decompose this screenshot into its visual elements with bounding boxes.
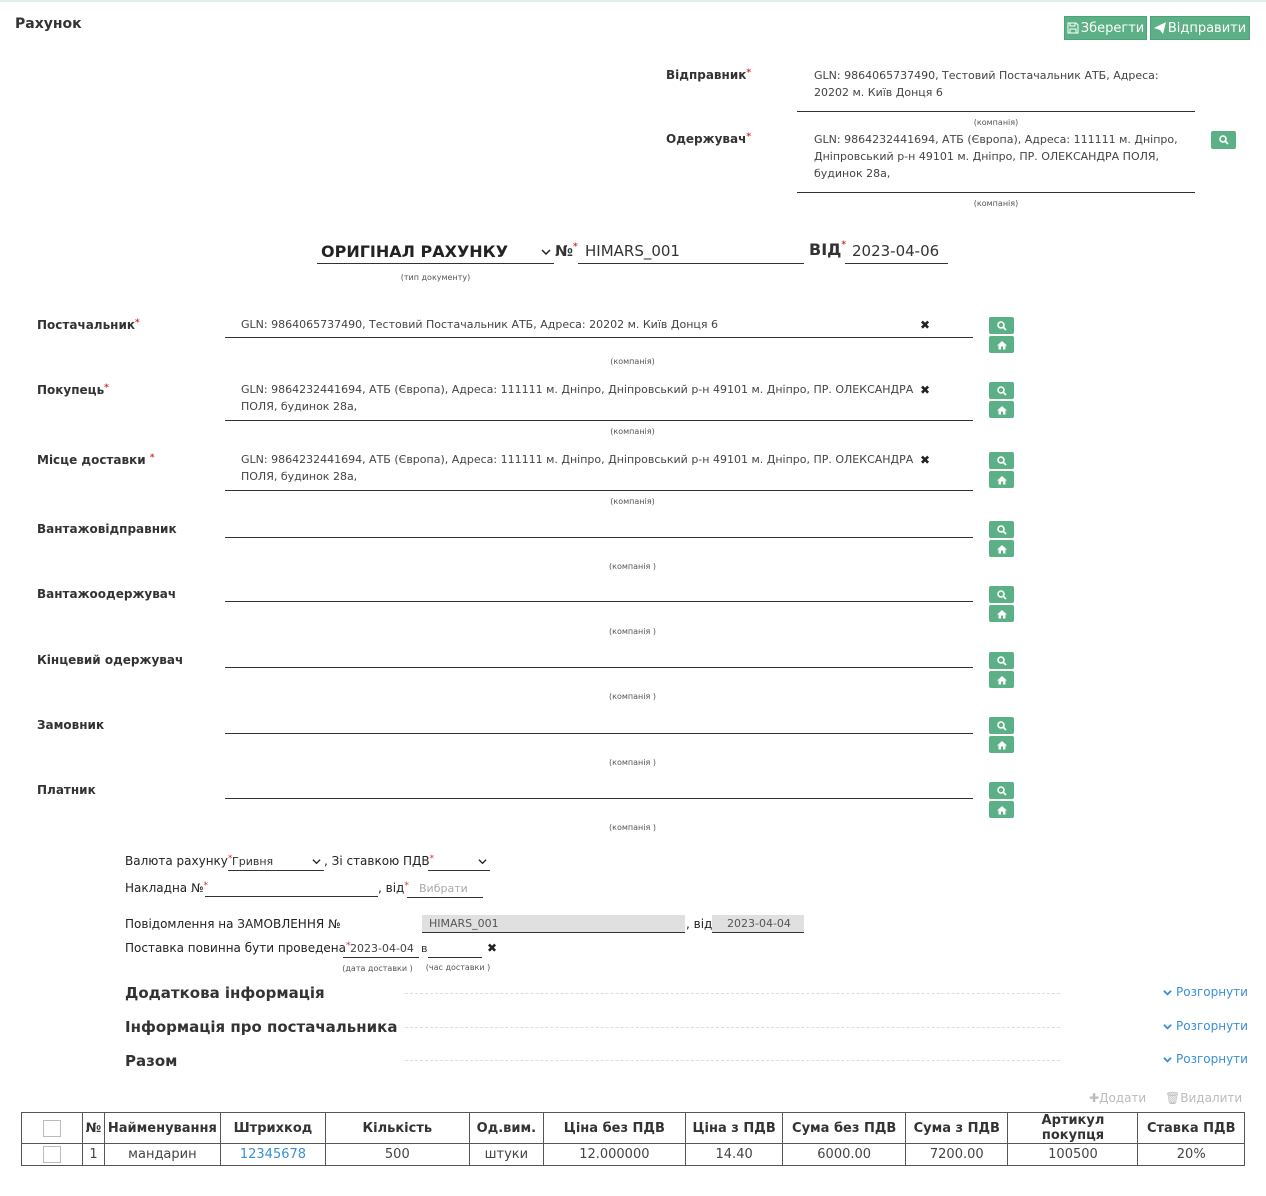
- vat-select[interactable]: [428, 852, 490, 871]
- table-cell[interactable]: 20%: [1138, 1144, 1245, 1166]
- page-title: Рахунок: [15, 16, 82, 32]
- party-7-underline: [225, 798, 973, 799]
- section-divider: [405, 1060, 1060, 1061]
- party-2-label: Місце доставки *: [37, 453, 155, 467]
- table-header-cell: Од.вим.: [470, 1113, 544, 1144]
- order-from-label: , від: [686, 917, 713, 931]
- table-cell[interactable]: 500: [325, 1144, 469, 1166]
- receiver-hint: (компанія): [973, 199, 1019, 208]
- delete-row-button[interactable]: 🗑Видалити: [1165, 1091, 1243, 1105]
- party-5-home-button[interactable]: [989, 671, 1014, 688]
- party-0-hint: (компанія): [610, 357, 655, 366]
- party-3-hint: (компанія ): [609, 562, 656, 571]
- party-4-label: Вантажоодержувач: [37, 587, 177, 601]
- expand-label: Розгорнути: [1176, 985, 1248, 999]
- delivery-date-input[interactable]: 2023-04-04: [343, 940, 419, 958]
- search-icon: [997, 456, 1007, 466]
- currency-select[interactable]: [228, 852, 324, 871]
- waybill-date-input[interactable]: Вибрати: [407, 880, 483, 898]
- doc-date-label: ВІД*: [809, 240, 847, 259]
- party-6-home-button[interactable]: [989, 736, 1014, 753]
- party-5-label: Кінцевий одержувач: [37, 653, 184, 667]
- search-icon: [997, 321, 1007, 331]
- party-1-hint: (компанія): [610, 427, 655, 436]
- waybill-from-label: , від*: [378, 881, 409, 895]
- section-supplier-info-expand[interactable]: [1163, 1019, 1248, 1033]
- table-cell[interactable]: 12345678: [221, 1144, 325, 1166]
- search-icon: [997, 786, 1007, 796]
- table-header-cell: Сума з ПДВ: [906, 1113, 1008, 1144]
- home-icon: [997, 740, 1007, 750]
- table-header-cell: Ціна без ПДВ: [543, 1113, 685, 1144]
- party-3-label: Вантажовідправник: [37, 522, 177, 536]
- party-6-search-button[interactable]: [989, 717, 1014, 734]
- party-4-hint: (компанія ): [609, 627, 656, 636]
- clear-delivery-icon[interactable]: ✖: [487, 941, 498, 955]
- table-header-cell: Кількість: [325, 1113, 469, 1144]
- party-0-search-button[interactable]: [989, 317, 1014, 334]
- floppy-icon: [1067, 22, 1079, 34]
- party-0-value[interactable]: GLN: 9864065737490, Тестовий Постачальник АТБ, Адреса: 20202 м. Київ Донця 6: [241, 318, 718, 331]
- party-0-underline: [225, 337, 973, 338]
- search-icon: [997, 590, 1007, 600]
- sender-value: GLN: 9864065737490, Тестовий Постачальник АТБ, Адреса: 20202 м. Київ Донця 6: [814, 69, 1159, 99]
- table-header-cell: №: [83, 1113, 104, 1144]
- order-number-input[interactable]: HIMARS_001: [422, 915, 685, 933]
- table-cell[interactable]: 12.000000: [543, 1144, 685, 1166]
- table-row[interactable]: [22, 1144, 1245, 1166]
- table-header-cell: Артикул покупця: [1008, 1113, 1138, 1144]
- currency-label: Валюта рахунку*: [125, 854, 233, 868]
- sender-hint: (компанія): [973, 118, 1019, 127]
- search-icon: [997, 656, 1007, 666]
- party-6-label: Замовник: [37, 718, 105, 732]
- delivery-date-hint: (дата доставки ): [342, 964, 413, 973]
- table-cell[interactable]: мандарин: [104, 1144, 221, 1166]
- party-4-home-button[interactable]: [989, 605, 1014, 622]
- clear-icon[interactable]: ✖: [920, 318, 931, 332]
- party-0-label: Постачальник*: [37, 318, 140, 332]
- party-2-home-button[interactable]: [989, 471, 1014, 488]
- waybill-input[interactable]: [205, 880, 378, 897]
- table-header-cell: Ставка ПДВ: [1138, 1113, 1245, 1144]
- receiver-search-button[interactable]: [1211, 131, 1236, 149]
- home-icon: [997, 609, 1007, 619]
- table-cell[interactable]: 1: [83, 1144, 104, 1166]
- waybill-label: Накладна №*: [125, 881, 208, 895]
- clear-icon[interactable]: ✖: [920, 453, 931, 467]
- add-row-button[interactable]: ✚Додати: [1089, 1091, 1147, 1105]
- paper-plane-icon: [1154, 22, 1166, 34]
- section-additional-info-title: Додаткова інформація: [125, 984, 325, 1002]
- table-cell[interactable]: 100500: [1008, 1144, 1138, 1166]
- receiver-label: Одержувач*: [666, 132, 752, 146]
- home-icon: [997, 544, 1007, 554]
- sender-label: Відправник*: [666, 68, 752, 82]
- top-border: [0, 0, 1266, 2]
- doc-date-input[interactable]: 2023-04-06: [845, 240, 948, 264]
- doc-number-input[interactable]: HIMARS_001: [578, 240, 804, 264]
- order-label: Повідомлення на ЗАМОВЛЕННЯ №: [125, 917, 341, 931]
- party-5-search-button[interactable]: [989, 652, 1014, 669]
- sender-underline: [797, 111, 1195, 112]
- table-cell[interactable]: штуки: [470, 1144, 544, 1166]
- party-7-home-button[interactable]: [989, 801, 1014, 818]
- party-4-search-button[interactable]: [989, 586, 1014, 603]
- clear-icon[interactable]: ✖: [920, 383, 931, 397]
- table-cell[interactable]: [22, 1144, 83, 1166]
- party-5-hint: (компанія ): [609, 692, 656, 701]
- party-1-value[interactable]: GLN: 9864232441694, АТБ (Європа), Адреса: 111111 м. Дніпро, Дніпровський р-н 49101 м. Дніпро, ПР. ОЛЕКСАНДРА ПОЛЯ, будинок 28а,: [241, 383, 914, 413]
- send-button[interactable]: [1150, 16, 1250, 40]
- table-header-cell: Сума без ПДВ: [783, 1113, 906, 1144]
- party-1-search-button[interactable]: [989, 382, 1014, 399]
- home-icon: [997, 475, 1007, 485]
- search-icon: [1219, 135, 1229, 145]
- vat-label: , Зі ставкою ПДВ*: [324, 854, 435, 868]
- table-body: [22, 1144, 1245, 1166]
- party-6-hint: (компанія ): [609, 758, 656, 767]
- order-date-input[interactable]: 2023-04-04: [712, 915, 804, 933]
- section-divider: [405, 1027, 1060, 1028]
- section-total-title: Разом: [125, 1052, 178, 1070]
- save-label: Зберегти: [1080, 20, 1145, 36]
- party-2-hint: (компанія): [610, 497, 655, 506]
- home-icon: [997, 805, 1007, 815]
- doc-type-hint: (тип документу): [400, 273, 471, 282]
- send-label: Відправити: [1167, 20, 1247, 36]
- doc-number-label: №*: [555, 242, 578, 260]
- chevron-down-icon: [478, 857, 487, 866]
- party-5-underline: [225, 667, 973, 668]
- section-divider: [405, 993, 1060, 994]
- home-icon: [997, 675, 1007, 685]
- party-2-value[interactable]: GLN: 9864232441694, АТБ (Європа), Адреса: 111111 м. Дніпро, Дніпровський р-н 49101 м. Дніпро, ПР. ОЛЕКСАНДРА ПОЛЯ, будинок 28а,: [241, 453, 914, 483]
- chevron-down-icon: [312, 857, 321, 866]
- delivery-time-input[interactable]: [428, 940, 482, 958]
- select-all-checkbox[interactable]: [43, 1120, 61, 1137]
- party-3-home-button[interactable]: [989, 540, 1014, 557]
- chevron-down-icon: [1163, 1022, 1172, 1031]
- party-2-underline: [225, 490, 973, 491]
- expand-label: Розгорнути: [1176, 1052, 1248, 1066]
- party-7-hint: (компанія ): [609, 823, 656, 832]
- party-3-underline: [225, 537, 973, 538]
- doc-type-select[interactable]: [317, 240, 554, 264]
- chevron-down-icon: [1163, 1055, 1172, 1064]
- party-7-search-button[interactable]: [989, 782, 1014, 799]
- party-3-search-button[interactable]: [989, 521, 1014, 538]
- delivery-at-label: в: [421, 942, 428, 955]
- receiver-underline: [797, 192, 1195, 193]
- doc-type-value: ОРИГІНАЛ РАХУНКУ: [321, 242, 509, 261]
- table-cell[interactable]: 14.40: [686, 1144, 783, 1166]
- search-icon: [997, 386, 1007, 396]
- party-4-underline: [225, 601, 973, 602]
- home-icon: [997, 340, 1007, 350]
- delivery-time-hint: (час доставки ): [425, 963, 491, 972]
- table-header-row: [22, 1113, 1245, 1144]
- search-icon: [997, 525, 1007, 535]
- currency-value: Гривня: [232, 854, 274, 868]
- party-6-underline: [225, 733, 973, 734]
- table-header-cell: Найменування: [104, 1113, 221, 1144]
- party-1-label: Покупець*: [37, 383, 109, 397]
- party-2-search-button[interactable]: [989, 452, 1014, 469]
- row-checkbox[interactable]: [43, 1146, 61, 1163]
- section-total-expand[interactable]: [1163, 1052, 1248, 1066]
- party-1-home-button[interactable]: [989, 401, 1014, 418]
- delivery-label: Поставка повинна бути проведена*: [125, 941, 351, 955]
- party-0-home-button[interactable]: [989, 336, 1014, 353]
- table-cell[interactable]: 7200.00: [906, 1144, 1008, 1166]
- table-header-cell[interactable]: [22, 1113, 83, 1144]
- section-supplier-info-title: Інформація про постачальника: [125, 1018, 398, 1036]
- expand-label: Розгорнути: [1176, 1019, 1248, 1033]
- table-header-cell: Ціна з ПДВ: [686, 1113, 783, 1144]
- save-button[interactable]: [1064, 16, 1147, 40]
- table-header-cell: Штрихкод: [221, 1113, 325, 1144]
- search-icon: [997, 721, 1007, 731]
- items-table: [21, 1112, 1245, 1166]
- party-1-underline: [225, 420, 973, 421]
- table-cell[interactable]: 6000.00: [783, 1144, 906, 1166]
- section-additional-info-expand[interactable]: [1163, 985, 1248, 999]
- chevron-down-icon: [541, 247, 551, 257]
- home-icon: [997, 405, 1007, 415]
- receiver-value[interactable]: GLN: 9864232441694, АТБ (Європа), Адреса: 111111 м. Дніпро, Дніпровський р-н 49101 м. Дніпро, ПР. ОЛЕКСАНДРА ПОЛЯ, будинок 28а,: [814, 133, 1178, 180]
- party-7-label: Платник: [37, 783, 96, 797]
- chevron-down-icon: [1163, 988, 1172, 997]
